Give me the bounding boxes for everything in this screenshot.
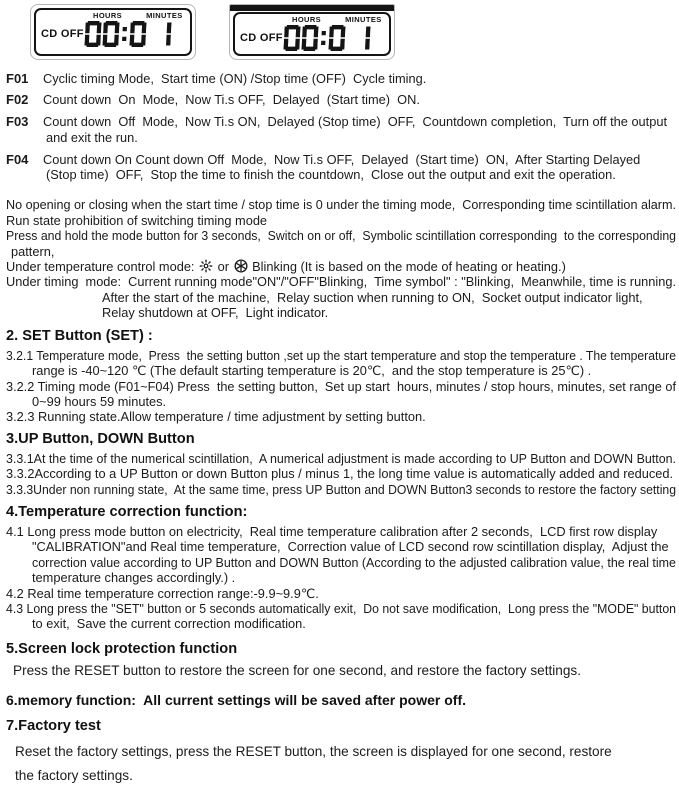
lcd-frame	[233, 12, 391, 56]
section-text: the factory settings.	[15, 768, 133, 784]
minutes-label: MINUTES	[146, 11, 183, 20]
section-text: to exit, Save the current correction modification.	[32, 616, 306, 632]
cd-off-indicator: CD OFF	[41, 28, 84, 40]
section-factory-test	[6, 718, 676, 788]
section-text: Press the RESET button to restore the screen for one second, and restore the factory settings.	[13, 662, 581, 678]
section-title: 3.UP Button, DOWN Button	[6, 430, 195, 447]
lcd-display-1	[30, 4, 196, 60]
section-text: 3.3.1At the time of the numerical scintillation, A numerical adjustment is made according to UP Button and DOWN Button.	[6, 450, 676, 466]
cd-off-indicator: CD OFF	[240, 32, 283, 44]
section-screen-lock	[6, 641, 676, 678]
section-body	[6, 663, 676, 678]
sun-icon	[199, 259, 213, 273]
section-set-button	[6, 328, 676, 425]
mode-text: Count down Off Mode, Now Ti.s ON, Delayed (Stop time) OFF, Countdown completion, Turn off the output	[43, 114, 668, 130]
mode-code: F01	[6, 70, 29, 86]
mode-f01	[6, 71, 676, 86]
seven-segment-time	[84, 21, 171, 47]
note-text	[6, 259, 566, 274]
section-line	[6, 524, 676, 539]
section-text: 3.2.2 Timing mode (F01~F04) Press the setting button, Set up start hours, minutes / stop hours, minutes, set range of	[6, 378, 676, 394]
section-line	[6, 482, 676, 497]
section-title: 4.Temperature correction function:	[6, 503, 248, 520]
section-text: 3.3.3Under non running state, At the same time, press UP Button and DOWN Button3 seconds to restore the factory setting	[6, 481, 676, 497]
section-text: "CALIBRATION"and Real time temperature, Correction value of LCD second row scintillation display, Adjust the	[32, 539, 669, 555]
section-text: 4.1 Long press mode button on electricity, Real time temperature calibration after 2 seconds, LCD first row display	[6, 523, 658, 539]
section-line	[6, 409, 676, 424]
section-text: range is -40~120 ℃ (The default starting temperature is 20℃, and the stop temperature is 25℃) .	[32, 363, 592, 379]
mode-text: (Stop time) OFF, Stop the time to finish the countdown, Close out the output and exit the operation.	[46, 167, 616, 183]
mode-text: Count down On Count down Off Mode, Now Ti.s OFF, Delayed (Start time) ON, After Starting Delayed	[43, 151, 641, 167]
snowflake-icon	[234, 259, 248, 273]
section-line-continuation	[6, 363, 676, 378]
lcd-top-labels	[41, 11, 185, 20]
section-title: 2. SET Button (SET) :	[6, 327, 153, 344]
section-line-continuation	[6, 555, 676, 570]
note-text: Relay shutdown at OFF, Light indicator.	[102, 305, 329, 321]
mode-f03	[6, 114, 676, 145]
note-line-temp-mode	[6, 259, 676, 274]
mode-f04	[6, 152, 676, 183]
mode-code: F03	[6, 114, 29, 130]
mode-f02	[6, 92, 676, 107]
mode-row	[6, 114, 676, 129]
section-text: 3.2.3 Running state.Allow temperature / time adjustment by setting button.	[6, 409, 426, 425]
section-text: 3.3.2According to a UP Button or down Button plus / minus 1, the long time value is automatically added and reduced.	[6, 466, 674, 482]
mode-text: and exit the run.	[46, 129, 138, 145]
lcd-frame	[34, 8, 192, 56]
section-text: 3.2.1 Temperature mode, Press the setting button ,set up the start temperature and stop the temperature . The temperature	[6, 347, 676, 363]
note-text-or: or	[214, 259, 233, 275]
minutes-label: MINUTES	[345, 15, 382, 24]
note-text: Run state prohibition of switching timing mode	[6, 212, 268, 228]
section-text: correction value according to UP Button and DOWN Button (According to the adjusted calibration value, the real time	[32, 554, 676, 570]
section-text: Reset the factory settings, press the RESET button, the screen is displayed for one second, restore	[15, 744, 612, 760]
section-memory-function	[6, 692, 676, 709]
section-text: 4.3 Long press the "SET" button or 5 seconds automatically exit, Do not save modification, Long press the "MODE" button	[6, 600, 676, 616]
lcd-main	[41, 21, 185, 47]
section-line	[6, 348, 676, 363]
note-line	[6, 197, 676, 212]
note-line-continuation	[6, 305, 676, 320]
lcd-display-2	[229, 4, 395, 60]
section-line	[6, 451, 676, 466]
section-text: temperature changes accordingly.) .	[32, 570, 236, 586]
lcd-images-row	[6, 2, 676, 64]
note-line	[6, 228, 676, 243]
seven-segment-time	[283, 25, 370, 51]
note-text: pattern,	[11, 243, 55, 259]
mode-code: F02	[6, 92, 29, 108]
section-body	[6, 764, 676, 788]
section-line-continuation	[6, 539, 676, 554]
note-line	[6, 244, 676, 259]
section-line-continuation	[6, 394, 676, 409]
lcd-top-labels	[240, 15, 384, 24]
section-title: 7.Factory test	[6, 718, 101, 735]
note-line	[6, 213, 676, 228]
note-text: No opening or closing when the start time / stop time is 0 under the timing mode, Corresponding time scintillation alarm.	[6, 197, 676, 213]
section-line-continuation	[6, 616, 676, 631]
note-text-prefix: Under temperature control mode:	[6, 259, 199, 275]
mode-row-continuation	[6, 167, 676, 182]
note-text-suffix: Blinking (It is based on the mode of heating or heating.)	[248, 259, 566, 275]
note-line-continuation	[6, 290, 676, 305]
section-text: 0~99 hours 59 minutes.	[32, 393, 167, 409]
mode-code: F04	[6, 151, 29, 167]
mode-row	[6, 152, 676, 167]
note-text: Press and hold the mode button for 3 seconds, Switch on or off, Symbolic scintillation corresponding to the corresponding	[6, 228, 676, 244]
mode-row	[6, 92, 676, 107]
mode-text: Count down On Mode, Now Ti.s OFF, Delayed (Start time) ON.	[43, 92, 420, 108]
hours-label: HOURS	[93, 11, 123, 20]
lcd-main	[240, 25, 384, 51]
section-title: 5.Screen lock protection function	[6, 640, 238, 657]
section-line	[6, 601, 676, 616]
mode-text: Cyclic timing Mode, Start time (ON) /Stop time (OFF) Cycle timing.	[43, 70, 427, 86]
section-line-continuation	[6, 570, 676, 585]
section-title: 6.memory function: All current settings will be saved after power off.	[6, 692, 467, 709]
bezel-bar	[230, 5, 394, 11]
hours-label: HOURS	[292, 15, 322, 24]
section-line	[6, 586, 676, 601]
mode-list	[6, 71, 676, 183]
section-line	[6, 379, 676, 394]
section-temperature-correction	[6, 504, 676, 632]
note-text: After the start of the machine, Relay suction when running to ON, Socket output indicator light,	[102, 289, 643, 305]
mode-row-continuation	[6, 130, 676, 145]
section-line	[6, 466, 676, 481]
note-line	[6, 274, 676, 289]
mode-row	[6, 71, 676, 86]
section-up-down-button	[6, 431, 676, 497]
note-text: Under timing mode: Current running mode"ON"/"OFF"Blinking, Time symbol" : "Blinking, Meanwhile, time is running.	[6, 274, 676, 290]
notes-paragraph	[6, 197, 676, 320]
section-text: 4.2 Real time temperature correction range:-9.9~9.9℃.	[6, 585, 319, 601]
